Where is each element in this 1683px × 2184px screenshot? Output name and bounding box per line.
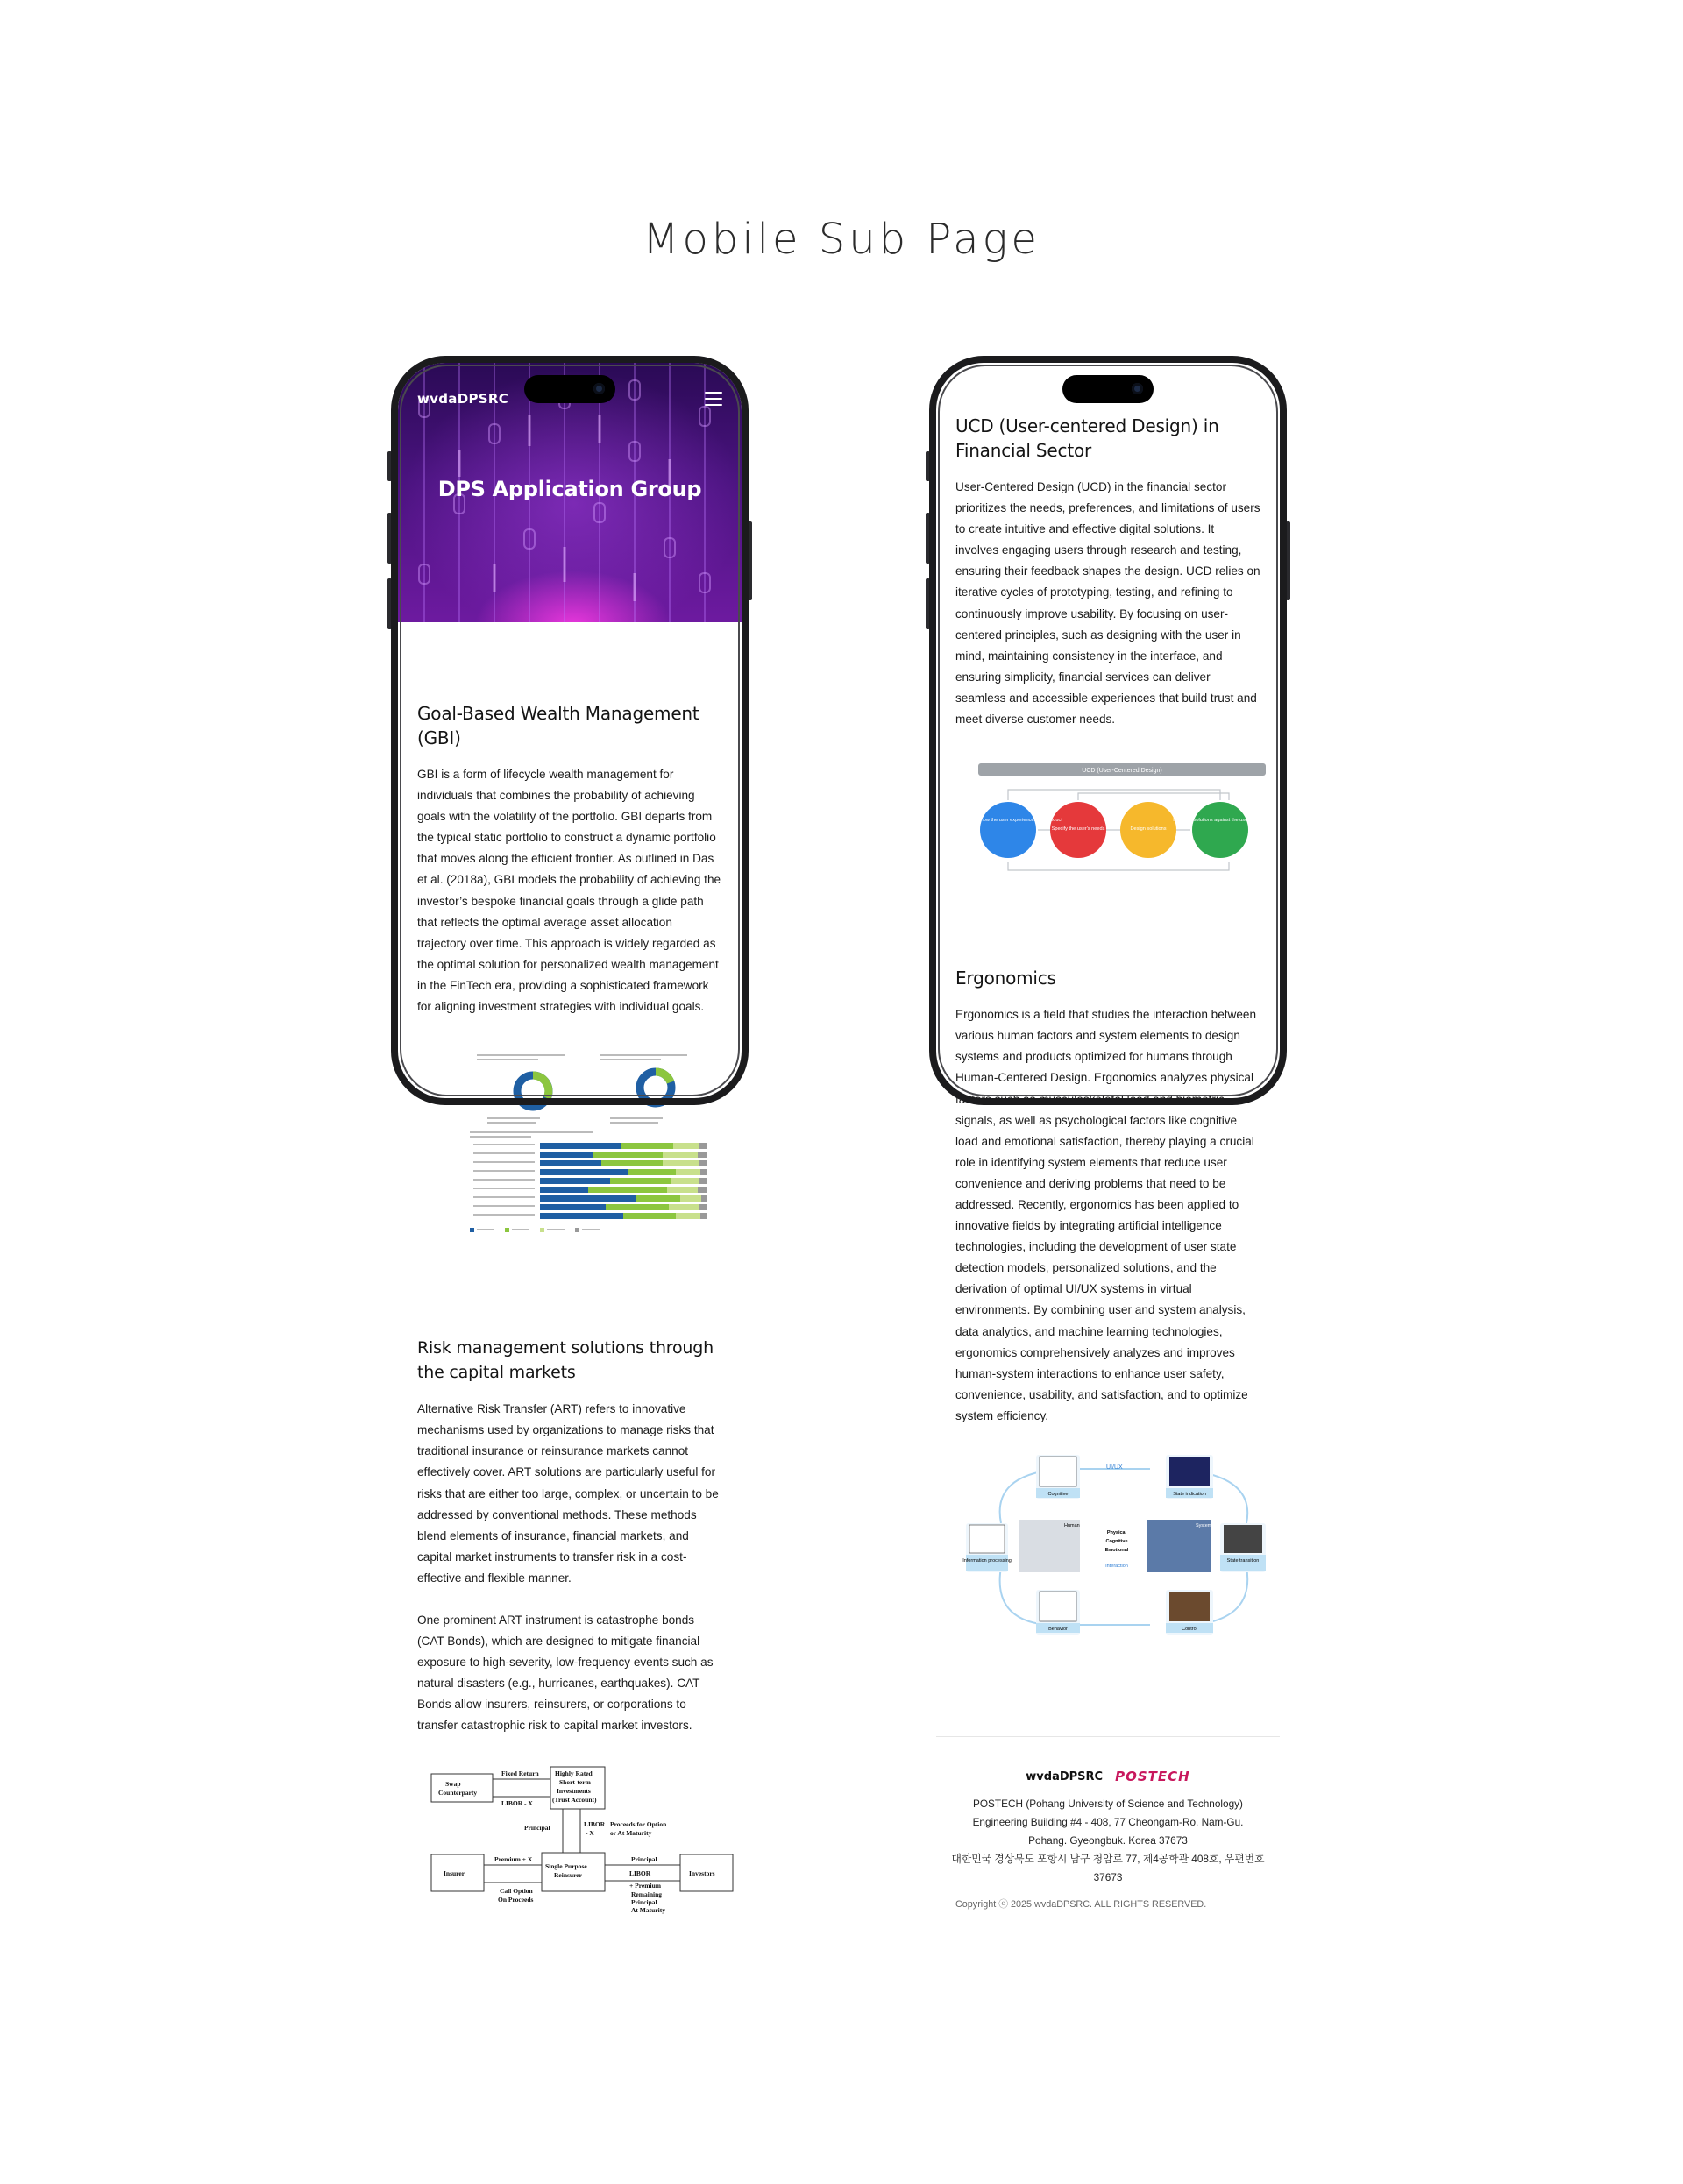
paragraph: One prominent ART instrument is catastrophe bonds (CAT Bonds), which are designed to mitigate financial exposure to high-severity, low-frequency events such as natural disasters (e.g., hurricanes, earthquakes). CAT Bonds allow insurers, reinsurers, or corporations to transfer catastrophic risk to capital market investors. [417, 1613, 714, 1733]
svg-text:Reinsurer [554, 1871, 583, 1879]
svg-text:Swap [445, 1780, 461, 1788]
svg-text:or At Maturity [610, 1829, 652, 1837]
svg-text:Human [1064, 1523, 1080, 1528]
art-flow-label: LIBOR - X [501, 1798, 533, 1807]
ergonomics-diagram [962, 1453, 1282, 1637]
page-heading: Mobile Sub Page [643, 215, 1040, 264]
section-body-ergonomics [955, 1004, 1260, 1427]
svg-text:Premium + X [494, 1855, 533, 1863]
svg-text:Emotional [1105, 1548, 1129, 1553]
section-title-gbi: Goal-Based Wealth Management (GBI) [417, 703, 699, 748]
ucd-cycle-diagram [954, 760, 1282, 883]
svg-text:Principal [631, 1855, 657, 1863]
ergo-label: State transition [1226, 1558, 1260, 1564]
art-flow-label: On Proceeds [498, 1895, 534, 1904]
svg-text:Short-term [559, 1778, 592, 1786]
hero-title: DPS Application Group [437, 477, 702, 501]
footer-brand-logo[interactable]: wvdaDPSRC [1026, 1769, 1104, 1783]
ergo-label: Control [1182, 1627, 1197, 1632]
svg-text:Physical [1107, 1530, 1127, 1535]
svg-text:Insurer [444, 1869, 465, 1877]
address-line: 대한민국 경상북도 포항시 남구 청암로 77, 제4공학관 408호, 우편번호 [951, 1853, 1265, 1865]
phone-side-button [387, 451, 392, 481]
art-flow-label: - X [586, 1828, 594, 1837]
art-flow-label: Principal [631, 1897, 657, 1906]
svg-text:Proceeds for Option [610, 1820, 667, 1828]
section-body-risk [417, 1399, 722, 1736]
brand-logo[interactable]: wvdaDPSRC [417, 391, 509, 407]
paragraph: GBI is a form of lifecycle wealth management for individuals that combines the probability of achieving goals with the volatility of the portfolio. GBI departs from the typical static portfolio to construct a dynamic portfolio that moves along the efficient frontier. As outlined in Das et al. (2018a), GBI models the probability of achieving the investor’s bespoke financial goals through a glide path that reflects the optimal average asset allocation trajectory over time. This approach is widely regarded as the optimal solution for personalized wealth management in the FinTech era, providing a sophisticated framework for aligning investment strategies with individual goals. [417, 768, 721, 1014]
ergo-label: State indication [1173, 1492, 1206, 1497]
section-title-ergonomics: Ergonomics [955, 968, 1056, 989]
top-nav [417, 387, 722, 410]
gbi-survey-figure [470, 1053, 733, 1247]
svg-text:(Trust Account) [552, 1796, 597, 1804]
svg-text:Call Option [500, 1887, 534, 1895]
phone-side-button [387, 513, 392, 564]
ucd-banner: UCD (User-Centered Design) [1082, 768, 1162, 775]
svg-text:System [1196, 1523, 1212, 1528]
svg-text:Fixed Return [501, 1769, 540, 1777]
svg-text:Behavior [1048, 1627, 1068, 1632]
postech-logo[interactable]: POSTECH [1115, 1769, 1190, 1784]
art-node-label: Single Purpose [545, 1861, 587, 1870]
art-node-label: Insurer [444, 1868, 465, 1877]
phone-side-button [387, 578, 392, 629]
art-flow-label: LIBOR [629, 1868, 651, 1877]
ucd-step-label: Specify the user's needs [1051, 826, 1105, 833]
ergo-label: Information processing [962, 1558, 1012, 1564]
ergo-label: Cognitive [1105, 1539, 1128, 1544]
phone-side-button [926, 513, 930, 564]
art-node-label: (Trust Account) [552, 1795, 597, 1804]
art-node-label: Short-term [559, 1777, 591, 1786]
svg-text:State indication [1173, 1492, 1206, 1497]
svg-text:UI/UX [1106, 1464, 1123, 1471]
svg-text:Information processing [962, 1558, 1012, 1564]
paragraph: User-Centered Design (UCD) in the financial sector prioritizes the needs, preferences, and limitations of users to create intuitive and effective digital solutions. It involves engaging users through research and testing, ensuring their feedback shapes the design. UCD relies on iterative cycles of prototyping, testing, and refining to continuously improve usability. By focusing on user-centered principles, such as designing with the user in mind, maintaining consistency in the interface, and ensuring simplicity, financial services can deliver seamless and accessible experiences that build trust and meet diverse customer needs. [955, 480, 1260, 727]
art-flow-label: Call Option [500, 1886, 533, 1895]
paragraph: Alternative Risk Transfer (ART) refers to innovative mechanisms used by organizations to manage risks that traditional insurance or reinsurance markets cannot effectively cover. ART solutions are particularly useful for risks that are either too large, complex, or uncertain to be addressed by conventional methods. These methods blend elements of insurance, financial markets, and capital market instruments to transfer risk in a cost-effective and flexible manner. [417, 1402, 719, 1585]
art-node-label: Counterparty [438, 1788, 478, 1797]
svg-text:At Maturity [631, 1906, 665, 1914]
section-body-gbi [417, 764, 722, 1018]
art-flow-label: or At Maturity [610, 1828, 652, 1837]
section-risk [398, 1252, 742, 1919]
svg-text:Principal [524, 1824, 550, 1832]
svg-text:Design solutions [1130, 826, 1166, 832]
svg-text:On Proceeds [498, 1896, 534, 1904]
ergo-label: System [1196, 1523, 1212, 1528]
art-flow-label: At Maturity [631, 1905, 665, 1914]
svg-text:Single Purpose [545, 1862, 587, 1870]
svg-text:State transition [1227, 1558, 1260, 1564]
stacked-bars [470, 1143, 707, 1232]
left-screen-content [398, 363, 742, 1920]
art-node-label: Investors [689, 1868, 715, 1877]
address-line: POSTECH (Pohang University of Science and Technology) [973, 1798, 1243, 1810]
section-body-ucd [955, 477, 1260, 730]
svg-text:+ Premium [629, 1882, 662, 1890]
art-flow-label: Principal [524, 1823, 550, 1832]
ucd-step-label: Evaluate solutions against the user's needs [1173, 818, 1268, 824]
hamburger-menu-icon[interactable] [705, 392, 722, 406]
svg-text:LIBOR [629, 1869, 651, 1877]
svg-text:Investments [557, 1787, 591, 1795]
art-flow-label: Remaining [631, 1890, 663, 1898]
art-flow-label: + Premium [629, 1881, 662, 1890]
section-title-risk: Risk management solutions through the capital markets [417, 1338, 714, 1383]
svg-text:- X [586, 1829, 594, 1837]
ergo-label: Interaction [1105, 1564, 1128, 1569]
ergo-label: UI/UX [1106, 1464, 1123, 1471]
ucd-step-label: Design solutions [1130, 826, 1167, 833]
svg-text:UCD (User-Centered Design) [1082, 768, 1161, 774]
ergo-label: Cognitive [1047, 1492, 1069, 1497]
art-flow-label: Fixed Return [501, 1769, 539, 1777]
phone-side-button [926, 578, 930, 629]
svg-text:Evaluate solutions against the [1173, 818, 1268, 823]
phone-side-button [1286, 521, 1290, 600]
svg-text:Principal [631, 1898, 657, 1906]
svg-text:Highly Rated [555, 1769, 593, 1777]
art-flow-label: LIBOR [584, 1819, 606, 1828]
ergo-label: Behavior [1048, 1627, 1068, 1632]
art-node-label: Swap [445, 1779, 461, 1788]
section-title-ucd: UCD (User-centered Design) in Financial Sector [955, 415, 1219, 461]
section-gbi [398, 622, 742, 1252]
phone-side-button [748, 521, 752, 600]
copyright: Copyright ⓒ 2025 wvdaDPSRC. ALL RIGHTS RESERVED. [955, 1899, 1207, 1910]
art-flow-label: Proceeds for Option [610, 1819, 667, 1828]
art-node-label: Investments [557, 1786, 591, 1795]
art-structure-diagram [431, 1767, 747, 1916]
footer-logos [936, 1769, 1280, 1784]
address-line: Pohang. Gyeongbuk. Korea 37673 [1028, 1834, 1188, 1847]
section-ucd [936, 363, 1280, 887]
svg-text:LIBOR - X [501, 1799, 533, 1807]
svg-text:Specify the user's needs [1052, 826, 1105, 832]
address-line: Engineering Building #4 - 408, 77 Cheongam-Ro. Nam-Gu. [972, 1816, 1244, 1828]
footer-address [936, 1795, 1280, 1887]
svg-text:Interaction [1105, 1564, 1128, 1569]
svg-text:Investors [689, 1869, 715, 1877]
art-flow-label: Premium + X [494, 1854, 533, 1863]
site-footer [936, 1736, 1280, 1911]
ergo-label: Physical [1106, 1530, 1127, 1535]
art-node-label: Reinsurer [554, 1870, 582, 1879]
svg-text:Remaining [631, 1890, 662, 1898]
ergo-label: Emotional [1104, 1548, 1129, 1553]
svg-text:Cognitive [1105, 1539, 1127, 1544]
phone-side-button [926, 451, 930, 481]
svg-text:Counterparty [438, 1789, 477, 1797]
section-ergonomics [936, 887, 1280, 1642]
right-screen-content [936, 363, 1280, 1911]
art-node-label: Highly Rated [555, 1769, 593, 1777]
art-flow-label: Principal [631, 1854, 657, 1863]
ergo-label: Human [1064, 1523, 1080, 1528]
paragraph: Ergonomics is a field that studies the interaction between various human factors and system elements to design systems and products optimized for humans through Human-Centered Design. Ergonomics analyzes physical factors such as musculoskeletal load and biometric signals, as well as psychological factors like cognitive load and emotional satisfaction, thereby playing a crucial role in identifying system elements that reduce user convenience and deriving problems that need to be addressed. Recently, ergonomics has been applied to innovative fields by integrating artificial intelligence technologies, including the development of user state detection models, personalized solutions, and the derivation of optimal UI/UX systems in virtual environments. By combining user and system analysis, data analytics, and machine learning technologies, ergonomics comprehensively analyzes and improves human-system interactions to enhance user safety, convenience, usability, and satisfaction, and to optimize system efficiency. [955, 1008, 1257, 1422]
svg-text:LIBOR [584, 1820, 606, 1828]
svg-text:Understand how the user experi [954, 818, 1062, 823]
ucd-step-label: Understand how the user experiences the product [954, 818, 1062, 824]
address-line: 37673 [1093, 1871, 1123, 1883]
svg-text:Cognitive [1048, 1492, 1069, 1497]
hero-banner [398, 363, 742, 622]
svg-text:Control [1182, 1627, 1197, 1632]
